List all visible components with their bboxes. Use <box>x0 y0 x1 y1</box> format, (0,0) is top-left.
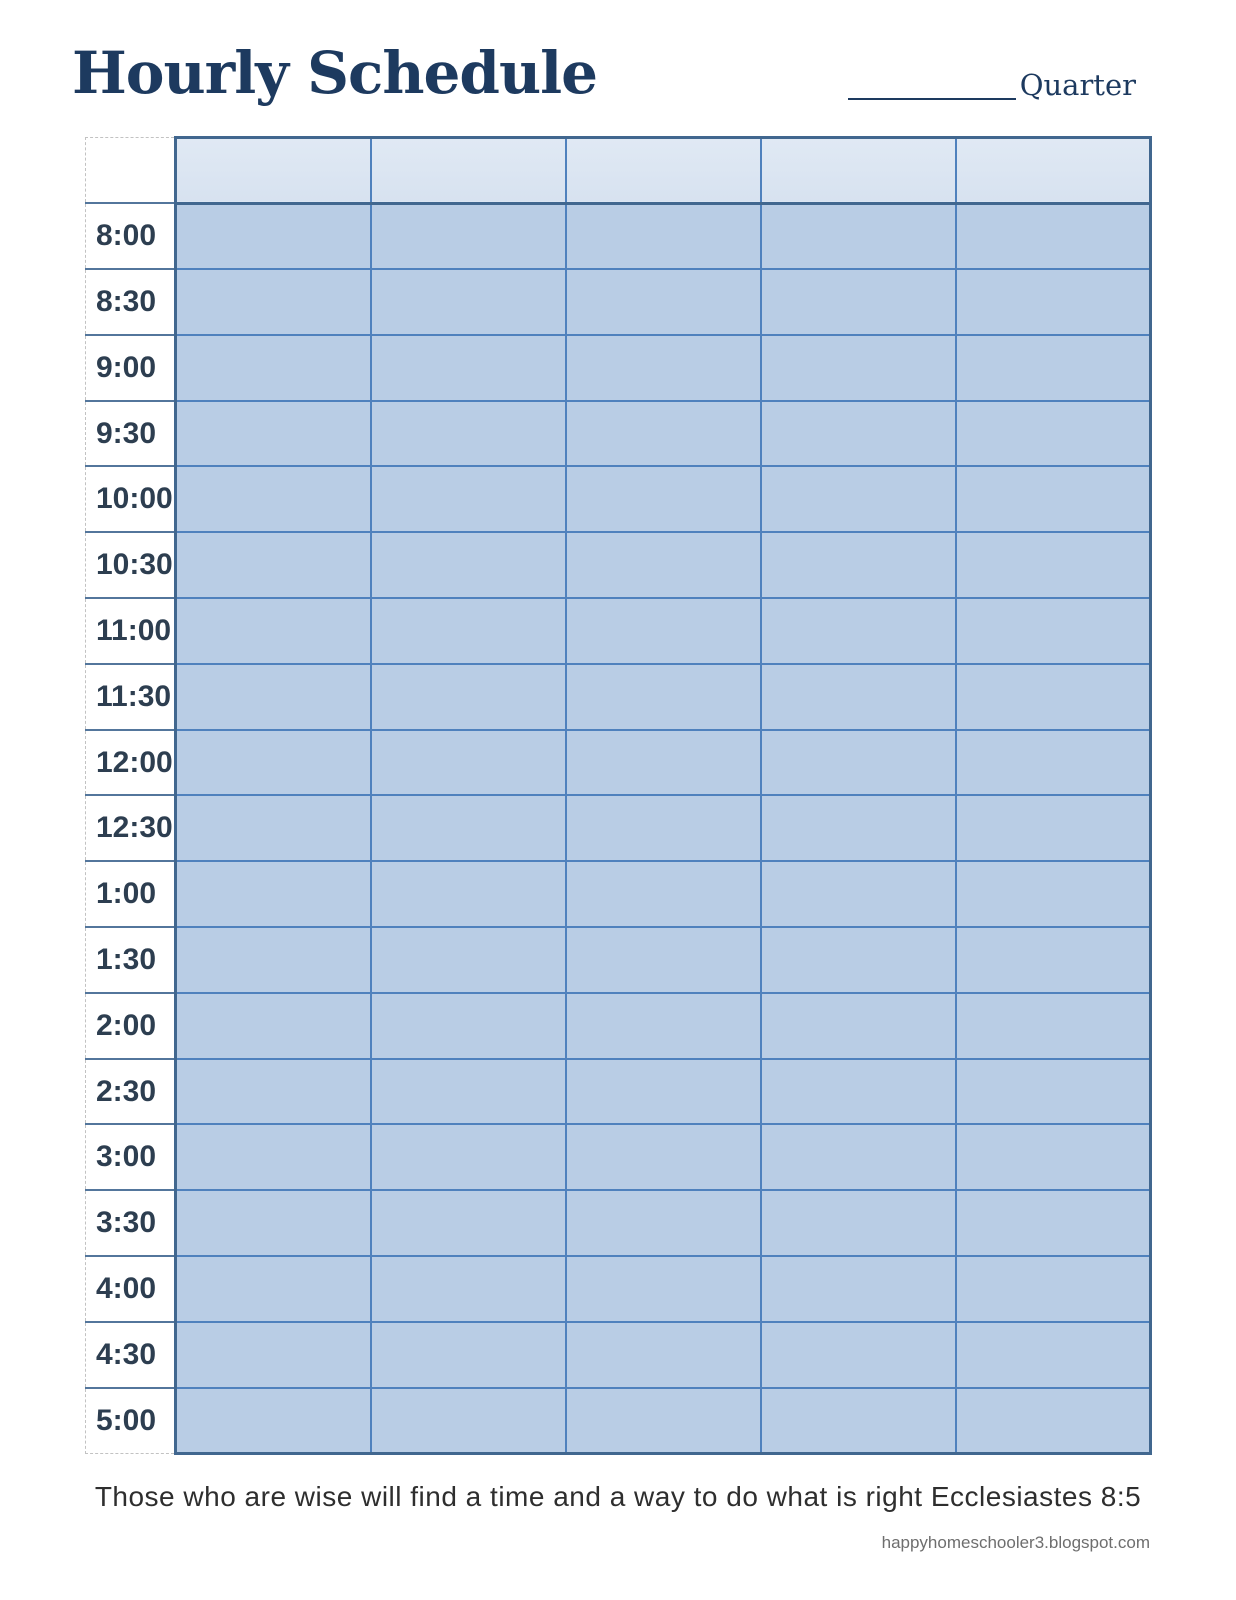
day-header-cell[interactable] <box>566 137 761 203</box>
schedule-cell[interactable] <box>956 664 1151 730</box>
schedule-cell[interactable] <box>956 1256 1151 1322</box>
schedule-cell[interactable] <box>956 730 1151 796</box>
schedule-cell[interactable] <box>566 993 761 1059</box>
time-label: 11:30 <box>86 664 176 730</box>
credit-url: happyhomeschooler3.blogspot.com <box>881 1532 1150 1552</box>
footer-quote: Those who are wise will find a time and a way to do what is right Ecclesiastes 8:5 <box>94 1480 1142 1512</box>
quarter-field <box>848 67 1136 106</box>
day-header-row <box>86 137 1151 203</box>
time-row <box>86 335 1151 401</box>
schedule-cell[interactable] <box>956 1124 1151 1190</box>
time-label: 4:30 <box>86 1322 176 1388</box>
time-label: 2:30 <box>86 1059 176 1125</box>
time-row <box>86 861 1151 927</box>
time-label: 12:00 <box>86 730 176 796</box>
schedule-table <box>85 136 1152 1455</box>
schedule-cell[interactable] <box>761 730 956 796</box>
schedule-cell[interactable] <box>566 1388 761 1454</box>
schedule-cell[interactable] <box>956 335 1151 401</box>
schedule-cell[interactable] <box>371 1190 566 1256</box>
schedule-cell[interactable] <box>566 466 761 532</box>
printable-page <box>0 39 1236 1600</box>
schedule-cell[interactable] <box>371 1124 566 1190</box>
time-label: 3:00 <box>86 1124 176 1190</box>
schedule-cell[interactable] <box>761 664 956 730</box>
schedule-cell[interactable] <box>176 1124 371 1190</box>
time-row <box>86 401 1151 467</box>
schedule-cell[interactable] <box>371 335 566 401</box>
schedule-cell[interactable] <box>371 664 566 730</box>
schedule-cell[interactable] <box>371 1256 566 1322</box>
schedule-cell[interactable] <box>956 1388 1151 1454</box>
schedule-cell[interactable] <box>566 401 761 467</box>
time-row <box>86 664 1151 730</box>
time-label: 9:00 <box>86 335 176 401</box>
schedule-cell[interactable] <box>176 598 371 664</box>
schedule-cell[interactable] <box>371 598 566 664</box>
quarter-blank-line[interactable] <box>848 74 1016 100</box>
time-row <box>86 466 1151 532</box>
schedule-cell[interactable] <box>566 795 761 861</box>
schedule-cell[interactable] <box>371 795 566 861</box>
schedule-body <box>86 203 1151 1453</box>
schedule-cell[interactable] <box>176 1256 371 1322</box>
schedule-cell[interactable] <box>371 532 566 598</box>
time-label: 3:30 <box>86 1190 176 1256</box>
schedule-cell[interactable] <box>176 730 371 796</box>
time-label: 5:00 <box>86 1388 176 1454</box>
schedule-cell[interactable] <box>566 1059 761 1125</box>
schedule-cell[interactable] <box>956 401 1151 467</box>
schedule-cell[interactable] <box>761 795 956 861</box>
schedule-cell[interactable] <box>371 269 566 335</box>
schedule-cell[interactable] <box>566 598 761 664</box>
day-header-cell[interactable] <box>761 137 956 203</box>
time-row <box>86 1059 1151 1125</box>
time-row <box>86 927 1151 993</box>
schedule-cell[interactable] <box>176 1059 371 1125</box>
schedule-cell[interactable] <box>566 861 761 927</box>
schedule-cell[interactable] <box>761 335 956 401</box>
schedule-cell[interactable] <box>566 664 761 730</box>
schedule-cell[interactable] <box>761 269 956 335</box>
schedule-cell[interactable] <box>956 269 1151 335</box>
schedule-cell[interactable] <box>566 1124 761 1190</box>
day-header-cell[interactable] <box>371 137 566 203</box>
schedule-cell[interactable] <box>176 1190 371 1256</box>
schedule-cell[interactable] <box>761 861 956 927</box>
time-label: 8:00 <box>86 203 176 269</box>
schedule-cell[interactable] <box>176 203 371 269</box>
day-header-cell[interactable] <box>176 137 371 203</box>
time-label: 4:00 <box>86 1256 176 1322</box>
time-row <box>86 1124 1151 1190</box>
schedule-cell[interactable] <box>761 927 956 993</box>
schedule-cell[interactable] <box>176 1322 371 1388</box>
schedule-cell[interactable] <box>176 401 371 467</box>
time-label: 8:30 <box>86 269 176 335</box>
schedule-cell[interactable] <box>566 730 761 796</box>
schedule-cell[interactable] <box>761 203 956 269</box>
schedule-cell[interactable] <box>176 795 371 861</box>
schedule-cell[interactable] <box>371 401 566 467</box>
schedule-cell[interactable] <box>176 664 371 730</box>
schedule-cell[interactable] <box>761 1322 956 1388</box>
schedule-cell[interactable] <box>956 466 1151 532</box>
schedule-cell[interactable] <box>761 993 956 1059</box>
time-row <box>86 1190 1151 1256</box>
time-row <box>86 1256 1151 1322</box>
time-row <box>86 795 1151 861</box>
day-header-cell[interactable] <box>956 137 1151 203</box>
schedule-cell[interactable] <box>956 598 1151 664</box>
schedule-cell[interactable] <box>371 1322 566 1388</box>
schedule-cell[interactable] <box>956 861 1151 927</box>
schedule-cell[interactable] <box>371 1388 566 1454</box>
schedule-cell[interactable] <box>176 927 371 993</box>
time-row <box>86 269 1151 335</box>
schedule-cell[interactable] <box>371 466 566 532</box>
time-label: 10:00 <box>86 466 176 532</box>
schedule-cell[interactable] <box>761 466 956 532</box>
schedule-cell[interactable] <box>761 1059 956 1125</box>
time-row <box>86 203 1151 269</box>
time-label: 1:30 <box>86 927 176 993</box>
schedule-cell[interactable] <box>176 335 371 401</box>
page-header <box>72 39 1136 107</box>
schedule-cell[interactable] <box>761 1190 956 1256</box>
schedule-cell[interactable] <box>371 203 566 269</box>
schedule-cell[interactable] <box>176 1388 371 1454</box>
schedule-cell[interactable] <box>761 1124 956 1190</box>
time-label: 10:30 <box>86 532 176 598</box>
schedule-cell[interactable] <box>956 795 1151 861</box>
schedule-cell[interactable] <box>761 401 956 467</box>
time-row <box>86 1388 1151 1454</box>
time-row <box>86 532 1151 598</box>
schedule-cell[interactable] <box>956 532 1151 598</box>
time-label: 1:00 <box>86 861 176 927</box>
time-row <box>86 598 1151 664</box>
schedule-cell[interactable] <box>956 927 1151 993</box>
schedule-cell[interactable] <box>956 203 1151 269</box>
schedule-cell[interactable] <box>761 598 956 664</box>
time-label: 11:00 <box>86 598 176 664</box>
schedule-cell[interactable] <box>956 1190 1151 1256</box>
time-row <box>86 993 1151 1059</box>
schedule-cell[interactable] <box>761 1388 956 1454</box>
schedule-cell[interactable] <box>566 335 761 401</box>
schedule-cell[interactable] <box>371 861 566 927</box>
schedule-cell[interactable] <box>176 532 371 598</box>
schedule-cell[interactable] <box>956 1059 1151 1125</box>
schedule-cell[interactable] <box>566 269 761 335</box>
time-corner-cell <box>86 137 176 203</box>
schedule-cell[interactable] <box>566 203 761 269</box>
schedule-cell[interactable] <box>566 1322 761 1388</box>
schedule-cell[interactable] <box>566 532 761 598</box>
page-title: Hourly Schedule <box>72 39 598 107</box>
time-label: 9:30 <box>86 401 176 467</box>
quarter-label: Quarter <box>1019 67 1136 102</box>
schedule-cell[interactable] <box>176 861 371 927</box>
time-row <box>86 730 1151 796</box>
time-label: 12:30 <box>86 795 176 861</box>
schedule-cell[interactable] <box>761 532 956 598</box>
schedule-cell[interactable] <box>371 927 566 993</box>
schedule-cell[interactable] <box>176 269 371 335</box>
time-label: 2:00 <box>86 993 176 1059</box>
schedule-cell[interactable] <box>566 1190 761 1256</box>
time-row <box>86 1322 1151 1388</box>
schedule-cell[interactable] <box>371 730 566 796</box>
schedule-cell[interactable] <box>371 993 566 1059</box>
schedule-cell[interactable] <box>761 1256 956 1322</box>
schedule-cell[interactable] <box>176 466 371 532</box>
schedule-cell[interactable] <box>956 993 1151 1059</box>
schedule-cell[interactable] <box>566 1256 761 1322</box>
schedule-cell[interactable] <box>566 927 761 993</box>
schedule-cell[interactable] <box>956 1322 1151 1388</box>
schedule-cell[interactable] <box>176 993 371 1059</box>
schedule-cell[interactable] <box>371 1059 566 1125</box>
